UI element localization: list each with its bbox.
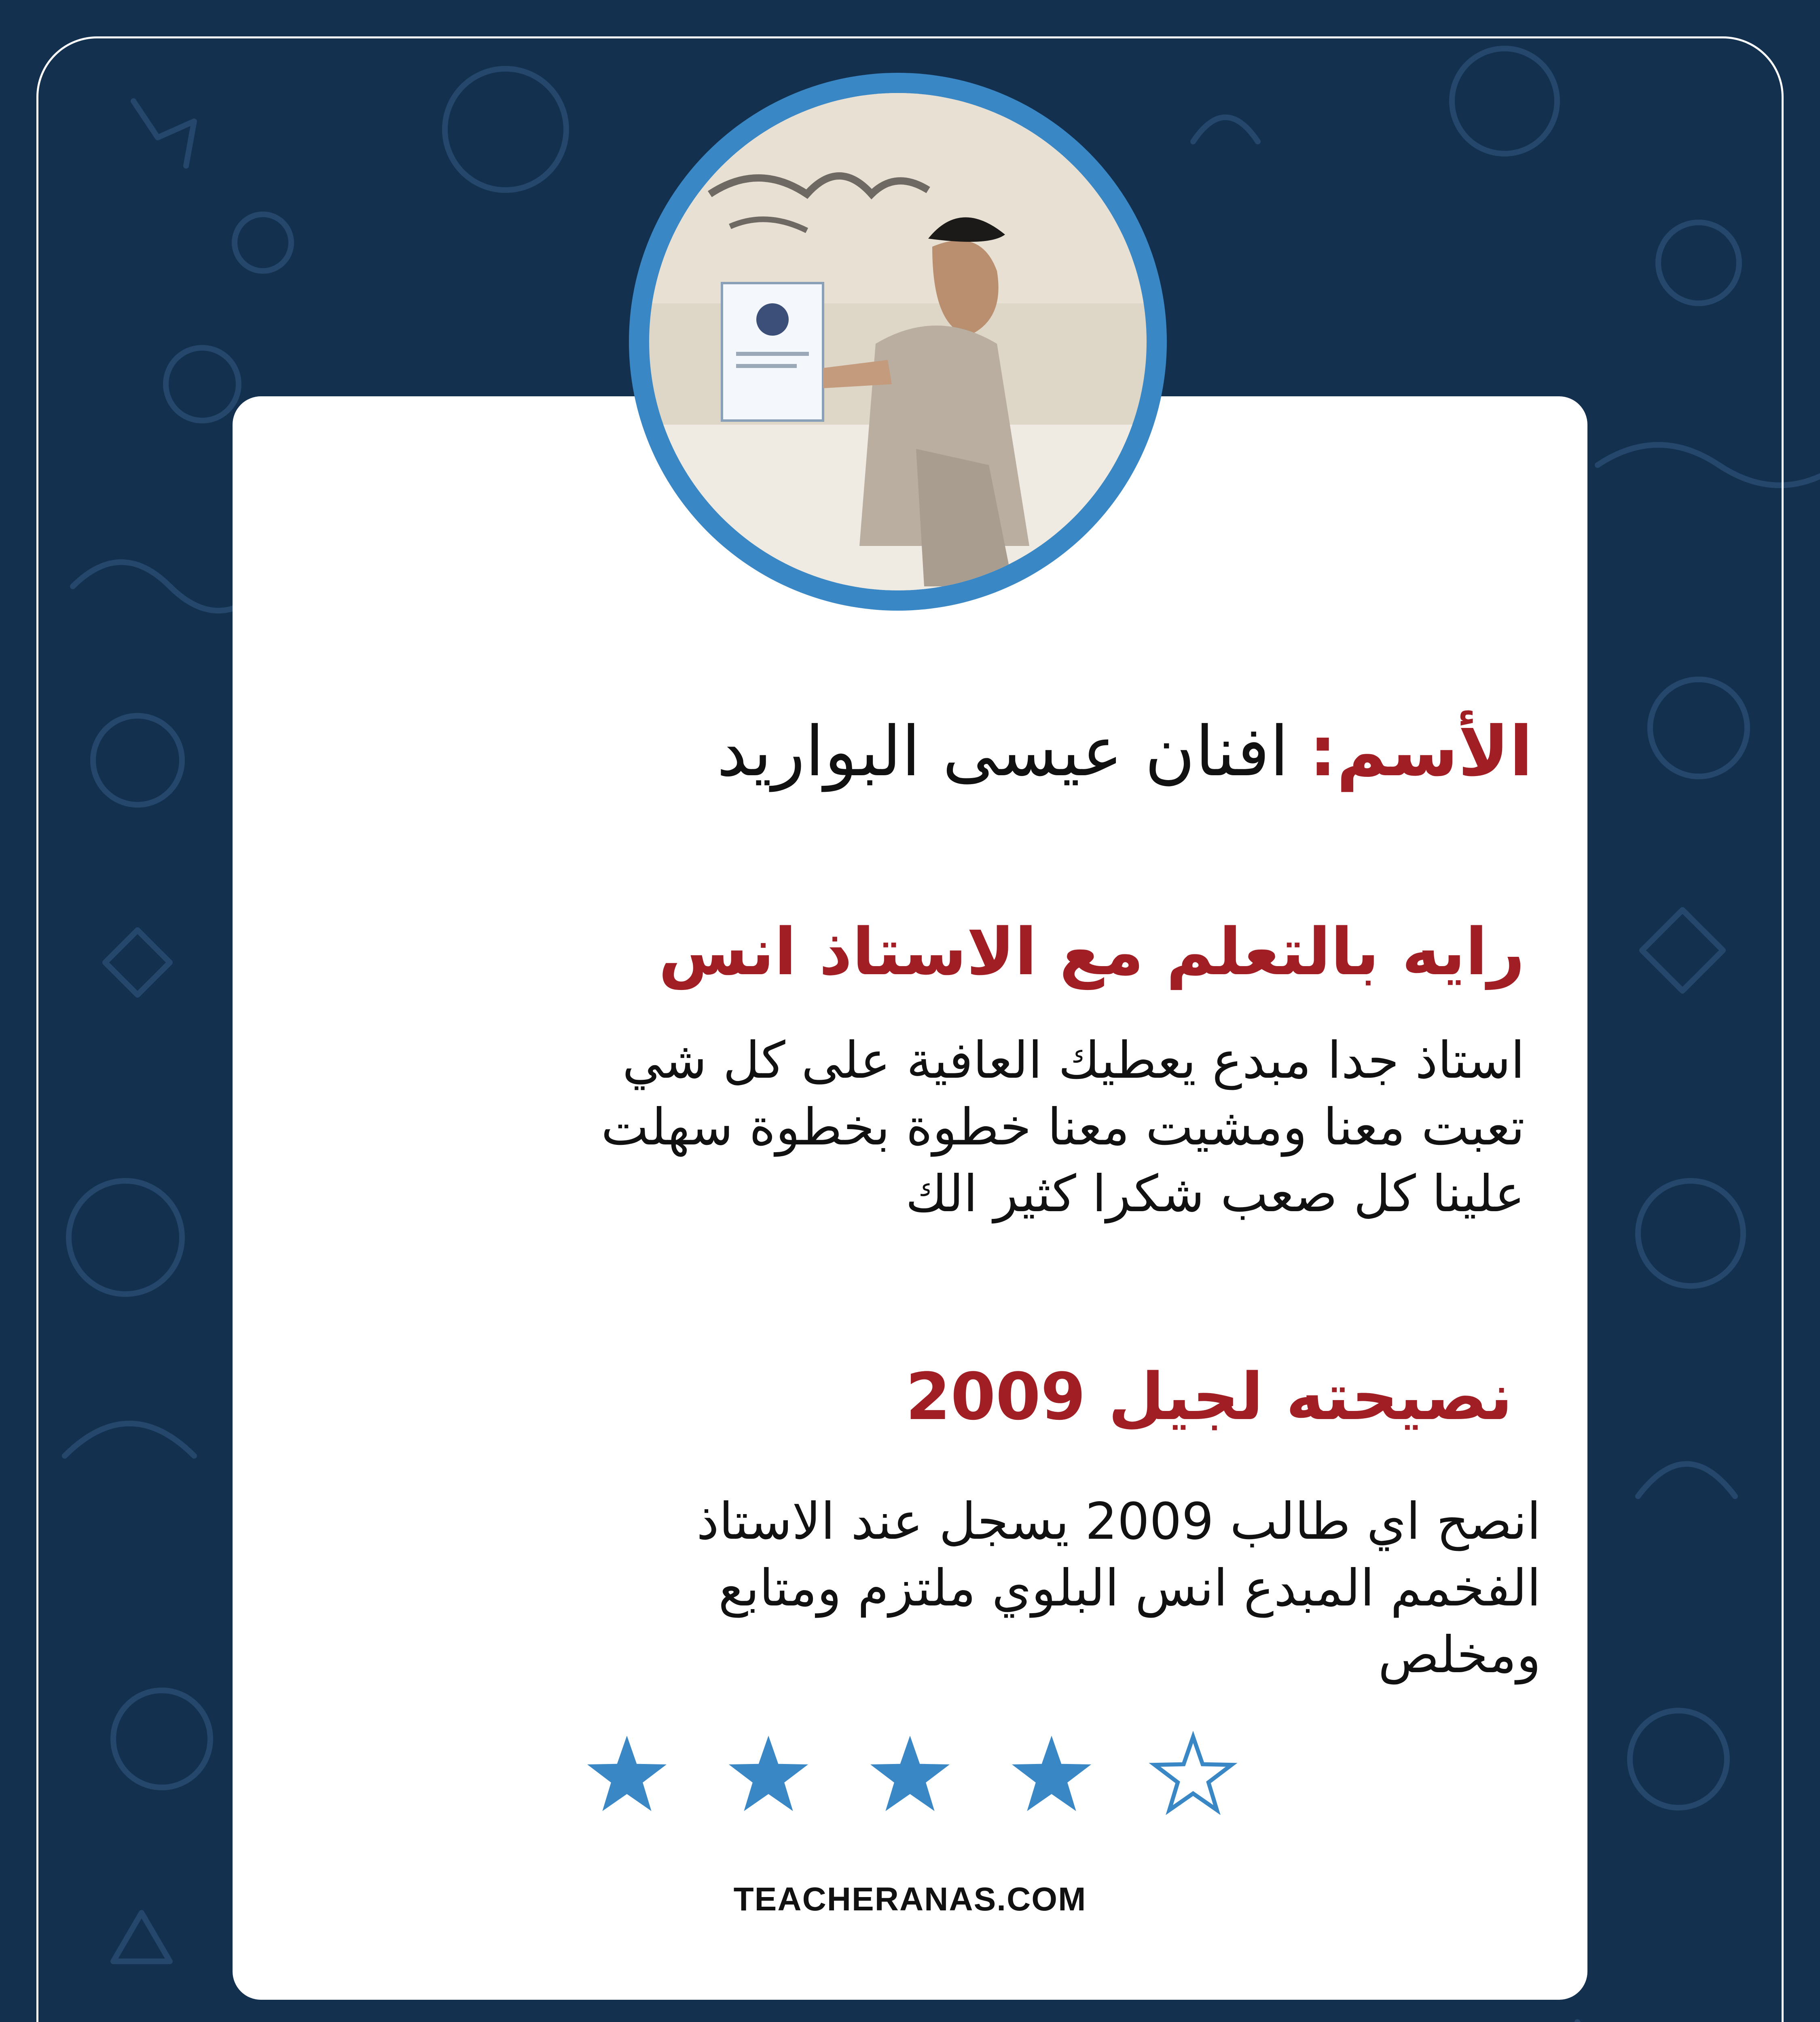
star-icon	[588, 1737, 665, 1810]
student-name: افنان عيسى البواريد	[717, 712, 1289, 792]
star-outline-icon	[1155, 1737, 1232, 1810]
advice-text	[404, 1488, 1541, 1688]
advice-heading: نصيحته لجيل 2009	[906, 1359, 1513, 1434]
avatar	[629, 73, 1167, 611]
star-icon	[730, 1737, 807, 1810]
opinion-line: تعبت معنا ومشيت معنا خطوة بخطوة سهلت	[601, 1098, 1525, 1157]
name-label: الأسم:	[1309, 712, 1533, 792]
star-icon	[1013, 1737, 1090, 1810]
opinion-heading: رايه بالتعلم مع الاستاذ انس	[658, 914, 1525, 990]
opinion-text	[364, 1027, 1525, 1227]
student-photo	[649, 93, 1147, 590]
opinion-line: استاذ جدا مبدع يعطيك العافية على كل شي	[622, 1031, 1525, 1090]
name-row	[404, 712, 1533, 813]
advice-line: ومخلص	[1378, 1626, 1541, 1684]
star-rating	[574, 1727, 1254, 1824]
advice-line: انصح اي طالب 2009 يسجل عند الاستاذ	[696, 1492, 1541, 1551]
website-url[interactable]: TEACHERANAS.COM	[733, 1881, 1087, 1918]
star-icon	[872, 1737, 948, 1810]
advice-line: الفخمم المبدع انس البلوي ملتزم ومتابع	[718, 1559, 1541, 1618]
opinion-line: علينا كل صعب شكرا كثير الك	[905, 1165, 1525, 1223]
